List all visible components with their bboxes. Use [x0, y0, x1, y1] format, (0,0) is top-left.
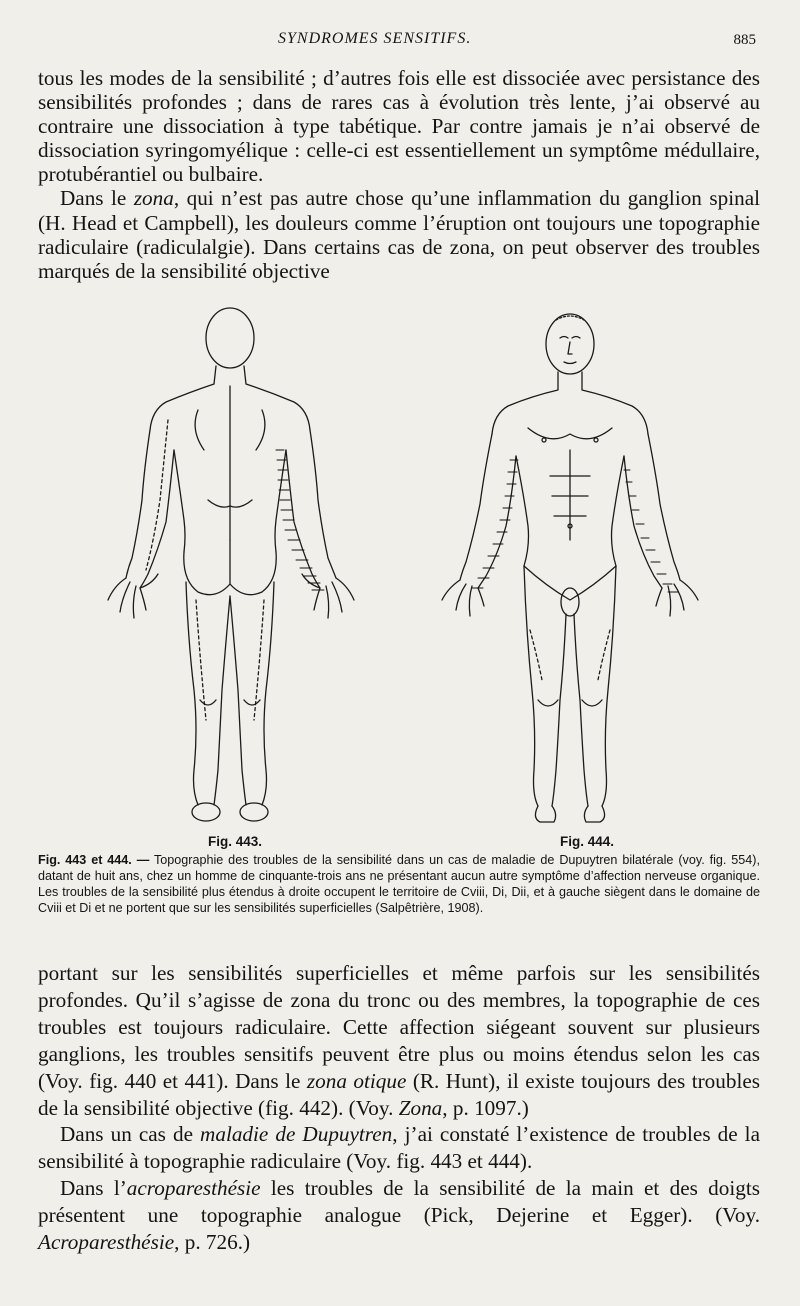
p1-em-zona: Zona: [398, 1095, 443, 1120]
zona-lead: Dans le: [60, 186, 134, 211]
caption-text: Topographie des troubles de la sensibilité dans un cas de maladie de Dupuytren bilatérale (voy. fig. 554), datant de huit ans, chez un homme de cinquante-trois ans ne présentant aucun autre symptôme d’affection nerveuse organique. Les troubles de la sensibilité plus étendus à droite occupent le territoire de Cviii, Di, Dii, et à gauche siègent dans le domaine de Cviii et Di et ne portent que sur les sensibilités superficielles (Salpêtrière, 1908).: [38, 853, 760, 915]
paragraph-acroparesthesie: [38, 1175, 760, 1256]
top-text-block: [38, 66, 760, 283]
p1-text-a: portant sur les sensibilités superficielles et même parfois sur les sensibilités profondes. Qu’il s’agisse de zona du tronc ou des membres, la topographie de ces troubles est toujours radiculaire. Cette affection siégeant souvent sur plusieurs ganglions, les troubles sensitifs peuvent être plus ou moins étendus selon les cas (Voy. fig. 440 et 441). Dans le: [38, 961, 760, 1093]
paragraph-zona: [38, 186, 760, 282]
figure-caption: [38, 853, 760, 917]
p2-text-a: Dans un cas de: [60, 1122, 201, 1147]
caption-lead: Fig. 443 et 444. —: [38, 853, 150, 867]
running-title: SYNDROMES SENSITIFS.: [278, 30, 472, 47]
running-head: [0, 30, 800, 52]
p3-em-acroparesthesie: acroparesthésie: [126, 1176, 261, 1201]
p3-em-acroparesthesie-ref: Acroparesthésie: [38, 1230, 175, 1255]
p3-text-c: , p. 726.): [174, 1230, 251, 1255]
zona-term: zona: [133, 186, 174, 211]
p2-em-dupuytren: maladie de Dupuytren: [200, 1122, 393, 1147]
figures-443-444: [80, 300, 740, 840]
paragraph-continuation: tous les modes de la sensibilité ; d’autres fois elle est dissociée avec persistance des sensibilités profondes ; dans de rares cas à évolution très lente, j’ai observé au contraire une dissociation à type tabétique. Par contre jamais je n’ai observé de dissociation syringomyélique : celle-ci est essentiellement un symptôme médullaire, protubérantiel ou bulbaire.: [38, 66, 760, 187]
p2-text-b: , j’ai constaté l’existence de troubles de la sensibilité à topographie radiculaire (Voy. fig. 443 et 444).: [38, 1122, 760, 1174]
p1-em-zona-otique: zona otique: [306, 1068, 407, 1093]
bottom-text-block: [38, 960, 760, 1256]
hatched-zone-anterior: [472, 460, 678, 592]
paragraph-zona-continued: [38, 960, 760, 1121]
figure-label-444: Fig. 444.: [560, 834, 615, 849]
posterior-body-figure: [108, 308, 354, 821]
page-number: 885: [733, 32, 756, 48]
anatomical-figures: [80, 300, 740, 840]
p1-text-c: , p. 1097.): [442, 1095, 529, 1120]
figure-label-443: Fig. 443.: [208, 834, 263, 849]
p3-text-a: Dans l’: [60, 1176, 127, 1201]
p1-text-b: (R. Hunt), il existe toujours des troubles de la sensibilité objective (fig. 442). (Voy.: [38, 1068, 760, 1120]
zona-text: , qui n’est pas autre chose qu’une inflammation du ganglion spinal (H. Head et Campbell), les douleurs comme l’éruption ont toujours une topographie radiculaire (radiculalgie). Dans certains cas de zona, on peut observer des troubles marqués de la sensibilité objective: [38, 186, 760, 283]
anterior-body-figure: [442, 314, 698, 822]
p3-text-b: les troubles de la sensibilité de la main et des doigts présentent une topographie analogue (Pick, Dejerine et Egger). (Voy.: [38, 1176, 760, 1228]
paragraph-dupuytren: [38, 1121, 760, 1175]
